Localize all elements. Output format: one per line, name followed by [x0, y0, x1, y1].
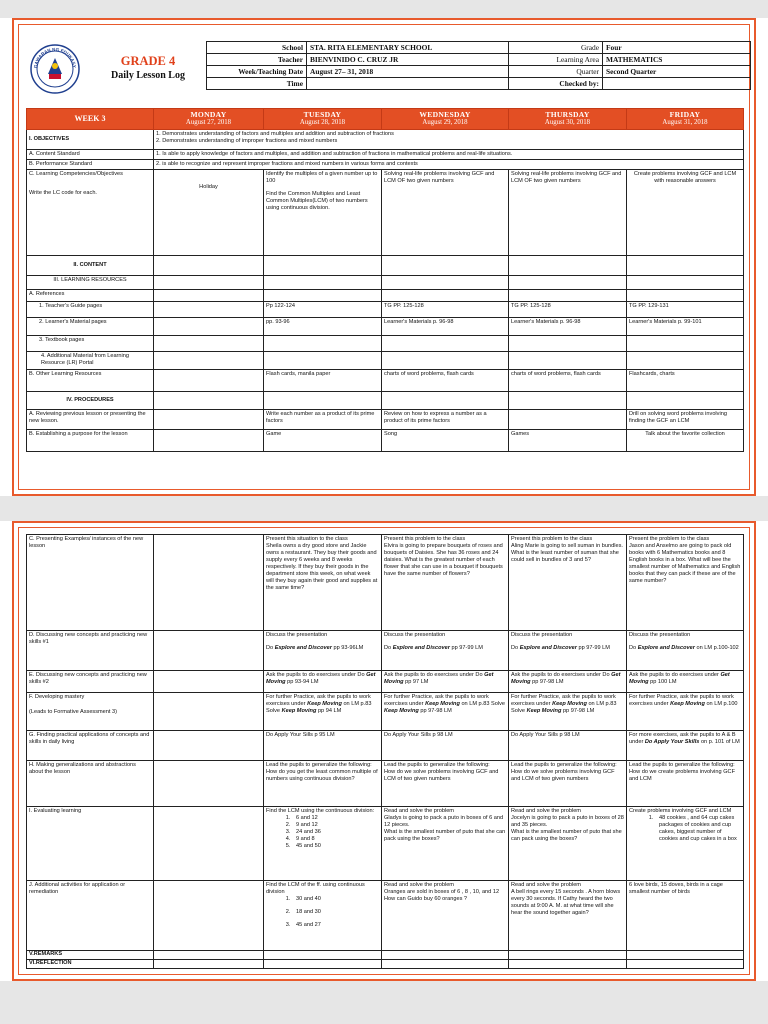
procedure-f-title: F. Developing mastery	[29, 694, 85, 700]
page-ref: pp 97-99 LM	[578, 644, 610, 651]
deped-seal-icon	[30, 44, 80, 94]
procedure-d-wednesday	[382, 631, 509, 671]
quarter-value: Second Quarter	[603, 66, 751, 78]
page-ref: pp 97-98 LM	[420, 707, 452, 714]
activity-item: 3. 45 and 27	[292, 922, 379, 929]
references-label: A. References	[27, 289, 154, 301]
procedure-d-label: D. Discussing new concepts and practicing new skills #1	[27, 631, 154, 671]
week-label: WEEK 3	[27, 109, 154, 130]
evaluation-item: 5. 45 and 50	[292, 843, 379, 850]
objective-1: 1. Demonstrates understanding of factors and multiples and addition and subtraction of fractions	[156, 130, 394, 137]
teacher-value: BIENVINIDO C. CRUZ JR	[307, 54, 509, 66]
get-moving-text: Get Moving	[629, 672, 730, 685]
school-value: STA. RITA ELEMENTARY SCHOOL	[307, 42, 509, 54]
procedure-j-wednesday: Read and solve the problem Oranges are sold in boxes of 6 , 8 , 10, and 12 How can Guido buy 60 oranges ?	[382, 881, 509, 951]
procedure-h-friday: Lead the pupils to generalize the following: How do we create problems involving GCF and LCM	[627, 761, 744, 807]
page-ref: pp 94 LM	[317, 707, 342, 714]
objective-2: 2. Demonstrates understanding of improper fractions and mixed numbers	[156, 137, 338, 144]
procedure-h-label: H. Making generalizations and abstractions about the lesson	[27, 761, 154, 807]
remarks-label: V.REMARKS	[27, 951, 154, 960]
procedure-b-friday: Talk about the favorite collection	[627, 429, 744, 451]
procedure-c-thursday: Present this problem to the class Aling Marie is going to sell suman in bundles. What is the least number of suman that she could sell in bundles of 3 and 5?	[509, 535, 627, 631]
evaluation-intro: Find the LCM using the continuous division:	[266, 808, 375, 814]
competency-wednesday: Solving real-life problems involving GCF and LCM OF two given numbers	[382, 169, 509, 255]
procedure-g-label: G. Finding practical applications of concepts and skills in daily living	[27, 731, 154, 761]
procedure-b-thursday: Games	[509, 429, 627, 451]
procedure-f-friday	[627, 693, 744, 731]
competency-tuesday	[264, 169, 382, 255]
procedure-i-thursday: Read and solve the problem Jocelyn is going to pack a puto in boxes of 28 and 35 pieces. What is the smallest number of puto that she can pack using the boxes?	[509, 807, 627, 881]
learners-material-friday: Learner's Materials p. 99-101	[627, 317, 744, 335]
grade-value: Four	[603, 42, 751, 54]
procedure-a-wednesday: Review on how to express a number as a product of its prime factors	[382, 409, 509, 429]
other-resources-label: B. Other Learning Resources	[27, 369, 154, 391]
competency-friday: Create problems involving GCF and LCM with reasonable answers	[627, 169, 744, 255]
evaluation-item: 4. 9 and 8	[292, 836, 379, 843]
day-date: August 27, 2018	[185, 119, 232, 127]
evaluation-item: 3. 24 and 36	[292, 829, 379, 836]
procedure-i-wednesday: Read and solve the problem Gladys is going to pack a puto in boxes of 6 and 12 pieces. What is the smallest number of puto that she can pack using the boxes?	[382, 807, 509, 881]
procedure-j-label: J. Additional activities for application or remediation	[27, 881, 154, 951]
keep-moving-text: Keep Moving	[425, 700, 460, 707]
keep-moving-text: Keep Moving	[526, 707, 562, 714]
get-moving-text: Get Moving	[384, 672, 494, 685]
competency-thursday: Solving real-life problems involving GCF and LCM OF two given numbers	[509, 169, 627, 255]
competency-tuesday-2: Find the Common Multiples and Least Common Multiples(LCM) of two numbers using continuous division.	[266, 190, 368, 211]
evaluation-item: 1. 6 and 12	[292, 815, 379, 822]
learning-area-value: MATHEMATICS	[603, 54, 751, 66]
day-tuesday	[264, 109, 382, 130]
procedure-b-wednesday: Song	[382, 429, 509, 451]
learners-material-thursday: Learner's Materials p. 96-98	[509, 317, 627, 335]
page-ref: pp 93-94 LM	[287, 678, 319, 685]
procedure-f-note: (Leads to Formative Assessment 3)	[29, 708, 117, 715]
procedure-e-label: E. Discussing new concepts and practicing new skills #2	[27, 671, 154, 693]
performance-standard-label: B. Performance Standard	[27, 159, 154, 169]
exercise-text: For more exercises, ask the pupils to A & B under	[629, 732, 736, 745]
solve-text: on LM p.83 Solve	[511, 700, 617, 714]
discuss-text: Discuss the presentation	[629, 632, 691, 638]
time-label: Time	[207, 78, 307, 90]
page-ref: on LM p.100	[706, 700, 738, 707]
day-date: August 29, 2018	[422, 119, 468, 127]
objectives-label: I. OBJECTIVES	[27, 129, 154, 149]
do-text: Do	[384, 644, 392, 651]
procedure-e-wednesday	[382, 671, 509, 693]
content-label: II. CONTENT	[27, 255, 154, 275]
page-ref: pp 97-99 LM	[451, 644, 483, 651]
explore-text: Explore and Discover	[519, 644, 577, 651]
explore-text: Explore and Discover	[274, 644, 332, 651]
grade-title: GRADE 4	[120, 54, 176, 68]
procedure-j-thursday: Read and solve the problem A bell rings every 15 seconds . A horn blows every 30 seconds. If Cathy heard the two sounds at 9:00 A. M. at what time will she hear the sound together again?	[509, 881, 627, 951]
teachers-guide-wednesday: TG PP. 125-128	[382, 301, 509, 317]
lesson-grid-page-2	[26, 534, 744, 969]
teachers-guide-label: 1. Teacher's Guide pages	[27, 301, 154, 317]
keep-moving-text: Keep Moving	[281, 707, 317, 714]
other-resources-thursday: charts of word problems, flash cards	[509, 369, 627, 391]
lesson-log-title: Daily Lesson Log	[111, 70, 185, 81]
evaluation-intro: Create problems involving GCF and LCM	[629, 808, 732, 814]
procedure-a-label: A. Reviewing previous lesson or presenting the new lesson.	[27, 409, 154, 429]
procedure-e-tuesday	[264, 671, 382, 693]
page-ref: on LM p.100-102	[696, 644, 739, 651]
evaluation-item: 1. 48 cookies , and 64 cup cakes packages of cookies and cup cakes, biggest number of cookies and cup cakes in a box	[655, 815, 741, 843]
seal-text: GAWARAN NG EDUKASY	[32, 46, 78, 69]
learning-area-label: Learning Area	[509, 54, 603, 66]
day-date: August 28, 2018	[299, 119, 346, 127]
exercise-text: Ask the pupils to do exercises under Do	[511, 672, 610, 678]
competencies-note: Write the LC code for each.	[29, 189, 97, 196]
activity-item: 2. 18 and 30	[292, 909, 379, 916]
learning-resources-label: III. LEARNING RESOURCES	[27, 275, 154, 289]
solve-text: on LM p.83 Solve	[266, 700, 372, 714]
day-wednesday	[382, 109, 509, 130]
exercise-text: Ask the pupils to do exercises under Do	[266, 672, 365, 678]
get-moving-text: Get Moving	[266, 672, 376, 685]
exercise-text: Ask the pupils to do exercises under Do	[384, 672, 483, 678]
procedure-g-wednesday: Do Apply Your Sills p 98 LM	[382, 731, 509, 761]
additional-material-text: 4. Additional Material from Learning Resource (LR) Portal	[41, 352, 129, 366]
procedure-d-thursday	[509, 631, 627, 671]
teaching-date-value: August 27– 31, 2018	[307, 66, 509, 78]
time-value	[307, 78, 509, 90]
content-standard-label: A. Content Standard	[27, 149, 154, 159]
exercise-text: Ask the pupils to do exercises under	[629, 672, 719, 678]
lesson-grid-page-1	[26, 108, 744, 452]
practice-text: For further Practice, ask the pupils to work exercises under	[384, 694, 489, 707]
evaluation-item: 2. 9 and 12	[292, 822, 379, 829]
apply-skills-text: Do Apply Your Skills	[644, 738, 700, 745]
do-text: Do	[266, 644, 274, 651]
discuss-text: Discuss the presentation	[384, 632, 446, 638]
learners-material-label: 2. Learner's Material pages	[27, 317, 154, 335]
practice-text: For further Practice, ask the pupils to work exercises under	[266, 694, 371, 707]
solve-text: on LM p.83 Solve	[461, 700, 505, 707]
procedure-h-wednesday: Lead the pupils to generalize the following: How do we solve problems involving GCF and LCM of two given numbers	[382, 761, 509, 807]
grade-label: Grade	[509, 42, 603, 54]
day-name: WEDNESDAY	[419, 110, 471, 119]
reflection-label: VI.REFLECTION	[27, 960, 154, 969]
procedure-f-thursday	[509, 693, 627, 731]
day-name: TUESDAY	[303, 110, 342, 119]
procedure-j-friday: 6 love birds, 15 doves, birds in a cage smallest number of birds	[627, 881, 744, 951]
day-date: August 30, 2018	[544, 119, 591, 127]
other-resources-friday: Flashcards, charts	[627, 369, 744, 391]
explore-text: Explore and Discover	[392, 644, 450, 651]
procedure-h-thursday: Lead the pupils to generalize the following: How do we solve problems involving GCF and LCM of two given numbers	[509, 761, 627, 807]
procedure-i-tuesday	[264, 807, 382, 881]
competency-tuesday-1: Identify the multiples of a given number up to 100	[266, 170, 378, 184]
discuss-text: Discuss the presentation	[511, 632, 573, 638]
get-moving-text: Get Moving	[511, 672, 621, 685]
day-date: August 31, 2018	[662, 119, 708, 127]
procedure-g-friday	[627, 731, 744, 761]
page-ref: pp 97 LM	[405, 678, 429, 685]
procedure-a-tuesday: Write each number as a product of its prime factors	[264, 409, 382, 429]
procedure-a-friday: Drill on solving word problems involving finding the GCF an LCM	[627, 409, 744, 429]
performance-standard-text: 2. is able to recognize and represent improper fractions and mixed numbers in various forms and contexts	[154, 159, 744, 169]
do-text: Do	[629, 644, 637, 651]
procedure-c-tuesday: Present this situation to the class Sheila owns a dry good store and Jackie owns a restaurant. They buy their goods and supply every 6 weeks and 8 weeks respectively. If they buy their goods in the department store this week, on what week will they buy again their good and supplies at the same time?	[264, 535, 382, 631]
procedure-c-label: C. Presenting Examples/ instances of the new lesson	[27, 535, 154, 631]
lesson-log-page-2	[0, 521, 768, 981]
procedure-f-tuesday	[264, 693, 382, 731]
learners-material-tuesday: pp. 93-96	[264, 317, 382, 335]
keep-moving-text: Keep Moving	[552, 700, 587, 707]
quarter-label: Quarter	[509, 66, 603, 78]
content-standard-text: 1. Is able to apply knowledge of factors and multiples, and addition and subtraction of fractions in mathematical problems and real-life situations.	[154, 149, 744, 159]
procedure-e-thursday	[509, 671, 627, 693]
teaching-date-label: Week/Teaching Date	[207, 66, 307, 78]
additional-material-label	[27, 351, 154, 369]
header-info-table	[206, 41, 751, 90]
teachers-guide-tuesday: Pp 122-124	[264, 301, 382, 317]
learners-material-wednesday: Learner's Materials p. 96-98	[382, 317, 509, 335]
day-name: FRIDAY	[669, 110, 701, 119]
procedure-i-friday	[627, 807, 744, 881]
procedure-d-friday	[627, 631, 744, 671]
other-resources-wednesday: charts of word problems, flash cards	[382, 369, 509, 391]
procedure-g-thursday: Do Apply Your Sills p 98 LM	[509, 731, 627, 761]
procedure-g-tuesday: Do Apply Your Sills p 95 LM	[264, 731, 382, 761]
practice-text: For further Practice, ask the pupils to work exercises under	[629, 694, 734, 707]
procedure-i-label: I. Evaluating learning	[27, 807, 154, 881]
teachers-guide-thursday: TG PP. 125-128	[509, 301, 627, 317]
textbook-pages-label: 3. Textbook pages	[27, 335, 154, 351]
procedures-label: IV. PROCEDURES	[27, 391, 154, 409]
page-ref: pp 97-98 LM	[562, 707, 595, 714]
procedure-b-tuesday: Game	[264, 429, 382, 451]
do-text: Do	[511, 644, 519, 651]
teacher-label: Teacher	[207, 54, 307, 66]
day-name: MONDAY	[190, 110, 227, 119]
page-ref: on p. 101 of LM	[700, 738, 740, 745]
procedure-d-tuesday	[264, 631, 382, 671]
procedure-j-tuesday	[264, 881, 382, 951]
activity-intro: Find the LCM of the ff. using continuous division	[266, 882, 365, 895]
keep-moving-text: Keep Moving	[670, 700, 705, 707]
school-label: School	[207, 42, 307, 54]
page-ref: pp 100 LM	[650, 678, 677, 685]
discuss-text: Discuss the presentation	[266, 632, 328, 638]
checked-by-value	[603, 78, 751, 90]
competency-monday: Holiday	[154, 169, 264, 255]
activity-item: 1. 30 and 40	[292, 896, 379, 903]
other-resources-tuesday: Flash cards, manila paper	[264, 369, 382, 391]
teachers-guide-friday: TG PP. 129-131	[627, 301, 744, 317]
keep-moving-text: Keep Moving	[384, 707, 419, 714]
page-ref: pp 93-96LM	[333, 644, 364, 651]
competencies-title: C. Learning Competencies/Objectives	[29, 170, 123, 177]
practice-text: For further Practice, ask the pupils to work exercises under	[511, 694, 616, 707]
objectives-text	[154, 129, 744, 149]
lesson-log-page-1	[0, 18, 768, 496]
page-ref: pp 97-98 LM	[532, 678, 564, 685]
day-name: THURSDAY	[545, 110, 590, 119]
checked-by-label: Checked by:	[509, 78, 603, 90]
day-friday	[627, 109, 744, 130]
procedure-f-wednesday	[382, 693, 509, 731]
procedure-h-tuesday: Lead the pupils to generalize the following: How do you get the least common multiple of numbers using continuous division?	[264, 761, 382, 807]
explore-text: Explore and Discover	[637, 644, 695, 651]
day-monday	[154, 109, 264, 130]
procedure-c-friday: Present the problem to the class Jason and Anselmo are going to pack old books with 6 Mathematics books and 8 English books in a box. What will bee the smallest number of Mathematics and English books that they can pack if these are of the same number?	[627, 535, 744, 631]
procedure-e-friday	[627, 671, 744, 693]
day-thursday	[509, 109, 627, 130]
procedure-b-label: B. Establishing a purpose for the lesson	[27, 429, 154, 451]
competencies-label	[27, 169, 154, 255]
procedure-c-wednesday: Present this problem to the class Elvira is going to prepare bouquets of roses and bouquets of Daisies. She has 36 roses and 24 daisies. What is the greatest number of each flower that she can use in a bouquet if bouquets have the same number of flowers?	[382, 535, 509, 631]
procedure-f-label	[27, 693, 154, 731]
keep-moving-text: Keep Moving	[307, 700, 342, 707]
